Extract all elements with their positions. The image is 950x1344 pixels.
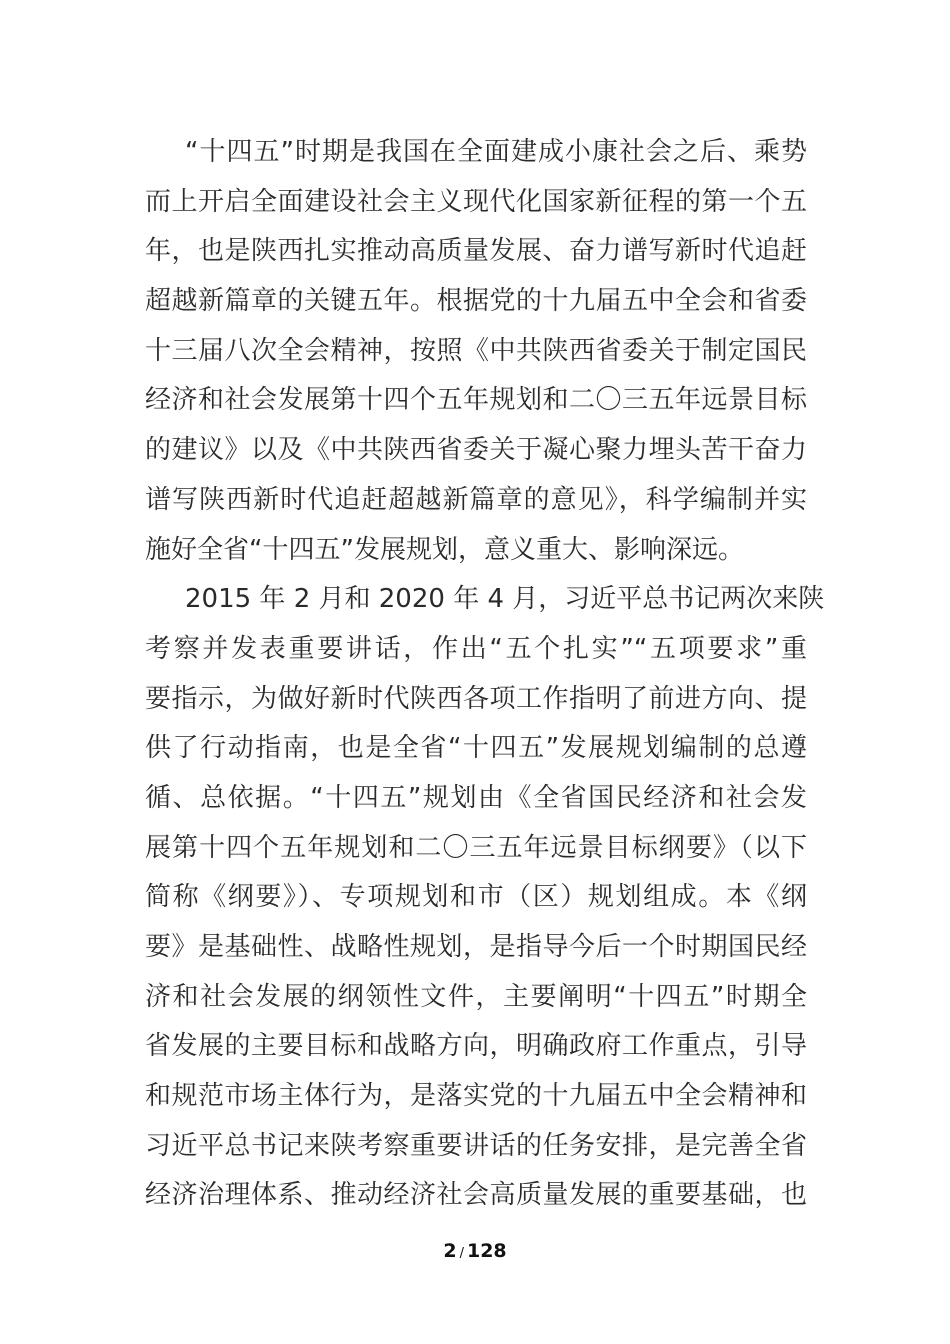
paragraph-1-line: 年，也是陕西扎实推动高质量发展、奋力谱写新时代追赶 xyxy=(145,236,807,267)
paragraph-1-line: 十三届八次全会精神，按照《中共陕西省委关于制定国民 xyxy=(145,335,807,366)
paragraph-2-line: 要指示，为做好新时代陕西各项工作指明了前进方向、提 xyxy=(145,683,807,714)
paragraph-2-line: 习近平总书记来陕考察重要讲话的任务安排，是完善全省 xyxy=(145,1130,807,1161)
current-page: 2 xyxy=(443,1240,457,1262)
paragraph-1-line: 谱写陕西新时代追赶超越新篇章的意见》，科学编制并实 xyxy=(145,484,807,515)
paragraph-1-line: 的建议》以及《中共陕西省委关于凝心聚力埋头苦干奋力 xyxy=(145,435,807,466)
paragraph-2-line: 供了行动指南，也是全省“十四五”发展规划编制的总遵 xyxy=(145,733,807,764)
paragraph-1-line: “十四五”时期是我国在全面建成小康社会之后、乘势 xyxy=(185,137,807,167)
paragraph-2-line: 经济治理体系、推动经济社会高质量发展的重要基础，也 xyxy=(145,1180,807,1211)
paragraph-1-line: 超越新篇章的关键五年。根据党的十九届五中全会和省委 xyxy=(145,286,807,317)
paragraph-2-line: 循、总依据。“十四五”规划由《全省国民经济和社会发 xyxy=(145,782,807,813)
paragraph-1-line: 而上开启全面建设社会主义现代化国家新征程的第一个五 xyxy=(145,186,807,217)
paragraph-1-line: 施好全省“十四五”发展规划，意义重大、影响深远。 xyxy=(145,534,744,565)
paragraph-2-line: 济和社会发展的纲领性文件，主要阐明“十四五”时期全 xyxy=(145,981,807,1012)
paragraph-2-line: 要》是基础性、战略性规划，是指导今后一个时期国民经 xyxy=(145,932,807,962)
paragraph-2-line: 考察并发表重要讲话，作出“五个扎实”“五项要求”重 xyxy=(145,633,807,664)
total-pages: 128 xyxy=(466,1240,507,1262)
paragraph-2-line: 展第十四个五年规划和二〇三五年远景目标纲要》（以下 xyxy=(145,832,807,863)
paragraph-1-line: 经济和社会发展第十四个五年规划和二〇三五年远景目标 xyxy=(145,385,807,416)
page-separator: / xyxy=(459,1246,464,1261)
paragraph-2-line: 和规范市场主体行为，是落实党的十九届五中全会精神和 xyxy=(145,1081,807,1112)
page-number xyxy=(0,1240,950,1262)
paragraph-2-line: 省发展的主要目标和战略方向，明确政府工作重点，引导 xyxy=(145,1031,807,1062)
body-text xyxy=(145,133,825,1226)
paragraph-2-line: 2015 年 2 月和 2020 年 4 月，习近平总书记两次来陕 xyxy=(185,584,825,615)
paragraph-2-line: 简称《纲要》）、专项规划和市（区）规划组成。本《纲 xyxy=(145,882,807,913)
